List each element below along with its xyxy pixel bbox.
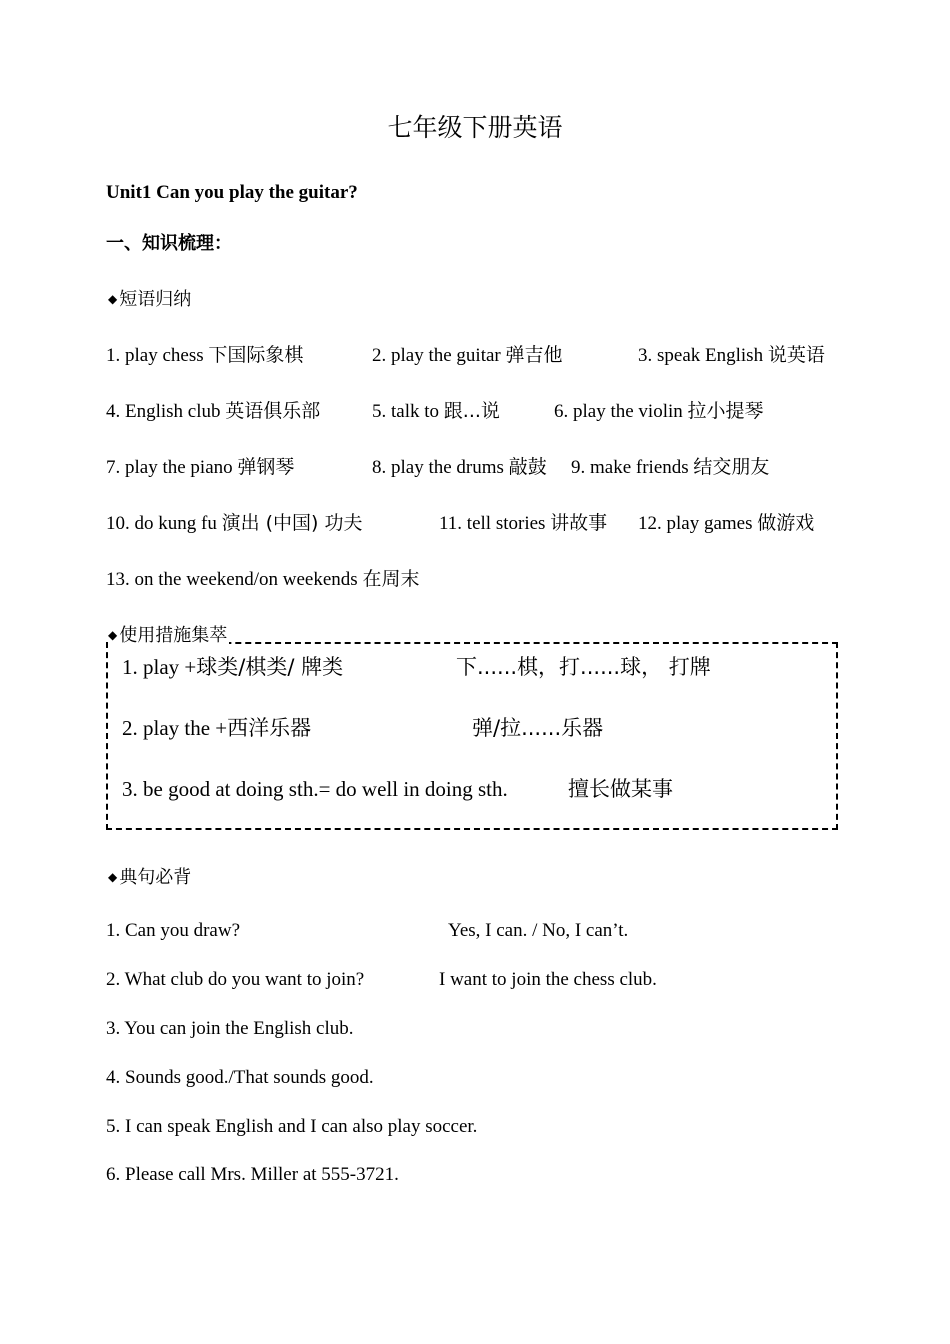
- section-heading: 一、知识梳理：: [106, 233, 232, 254]
- sentences-heading: ◆ 典句必背: [108, 867, 192, 888]
- sentence-item: 4. Sounds good./That sounds good.: [106, 1067, 374, 1088]
- phrase-item: 3. speak English 说英语: [638, 344, 825, 366]
- usage-item: 3. be good at doing sth.= do well in doing sth.: [122, 777, 508, 801]
- phrase-item: 13. on the weekend/on weekends 在周末: [106, 568, 420, 590]
- unit-title: Unit1 Can you play the guitar?: [106, 182, 358, 203]
- phrase-item: 4. English club 英语俱乐部: [106, 400, 321, 422]
- phrase-item: 10. do kung fu 演出 (中国) 功夫: [106, 512, 363, 534]
- sentence-item: 5. I can speak English and I can also play soccer.: [106, 1116, 478, 1137]
- diamond-bullet-icon: ◆: [108, 870, 118, 884]
- phrase-item: 7. play the piano 弹钢琴: [106, 456, 295, 478]
- phrases-heading: ◆ 短语归纳: [108, 289, 192, 310]
- phrase-item: 11. tell stories 讲故事: [439, 512, 608, 534]
- sentence-question: 1. Can you draw?: [106, 920, 241, 941]
- phrase-item: 5. talk to 跟...说: [372, 400, 500, 422]
- sentence-answer: I want to join the chess club.: [439, 969, 657, 990]
- usage-item: 2. play the +西洋乐器: [122, 716, 312, 740]
- usage-heading: ◆ 使用措施集萃: [108, 622, 229, 649]
- phrase-item: 12. play games 做游戏: [638, 512, 815, 534]
- phrase-item: 6. play the violin 拉小提琴: [554, 400, 764, 422]
- usage-meaning: 下......棋，打......球， 打牌: [456, 655, 711, 679]
- sentence-answer: Yes, I can. / No, I can’t.: [448, 920, 629, 941]
- phrase-item: 1. play chess 下国际象棋: [106, 344, 304, 366]
- phrase-item: 8. play the drums 敲鼓: [372, 456, 547, 478]
- diamond-bullet-icon: ◆: [108, 628, 118, 642]
- sentence-item: 6. Please call Mrs. Miller at 555-3721.: [106, 1164, 399, 1185]
- usage-meaning: 弹/拉......乐器: [472, 716, 604, 740]
- diamond-bullet-icon: ◆: [108, 292, 118, 306]
- usage-meaning: 擅长做某事: [568, 777, 673, 801]
- page-title: 七年级下册英语: [387, 113, 563, 142]
- usage-item: 1. play +球类/棋类/ 牌类: [122, 655, 344, 679]
- sentence-question: 2. What club do you want to join?: [106, 969, 365, 990]
- phrase-item: 9. make friends 结交朋友: [571, 456, 770, 478]
- phrase-item: 2. play the guitar 弹吉他: [372, 344, 563, 366]
- sentence-item: 3. You can join the English club.: [106, 1018, 354, 1039]
